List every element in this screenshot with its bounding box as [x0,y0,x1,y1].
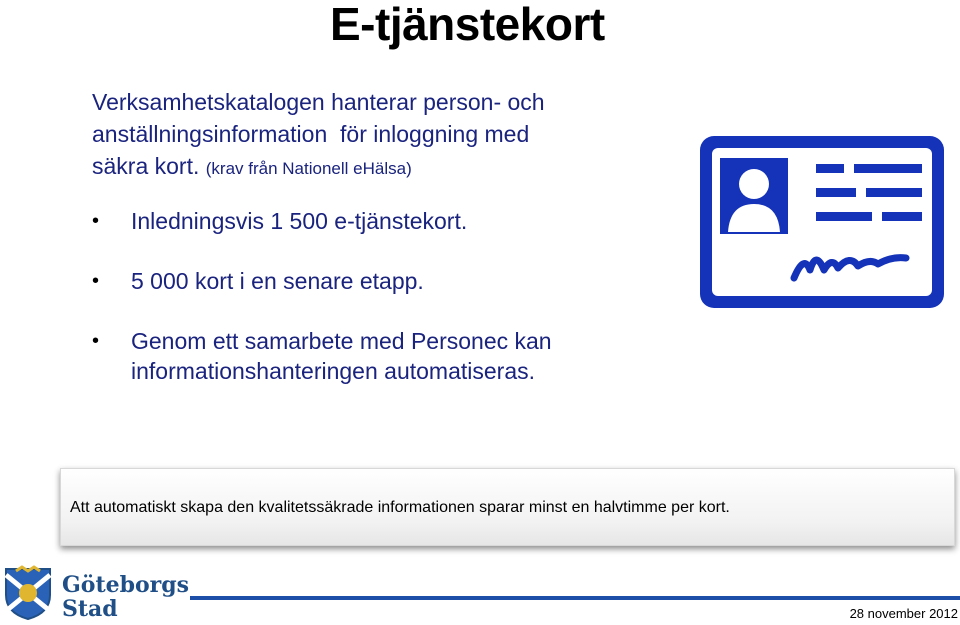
intro-paragraph [92,86,682,185]
logo-wordmark [62,573,189,621]
id-card-icon [692,128,950,314]
logo-line-1: Göteborgs [62,572,190,598]
intro-line-2: anställningsinformation för inloggning med [92,121,530,147]
bullet-dot: • [92,270,100,292]
summary-callout [60,468,955,546]
bullet-item [92,206,672,236]
summary-callout-text: Att automatiskt skapa den kvalitetssäkrade informationen sparar minst en halvtimme per kort. [70,499,730,516]
bullet-text: 5 000 kort i en senare etapp. [131,268,424,294]
goteborgs-stad-logo [0,565,200,625]
intro-line-3-wrap [92,150,682,185]
intro-line-3: säkra kort. [92,153,200,179]
bullet-item [92,326,672,386]
intro-note: (krav från Nationell eHälsa) [205,159,412,178]
intro-line-1: Verksamhetskatalogen hanterar person- och [92,89,545,115]
bullet-text: Genom ett samarbete med Personec kan informationshanteringen automatiseras. [131,328,552,384]
bullet-item [92,266,672,296]
bullet-dot: • [92,330,100,352]
id-card-icon-graphic [692,128,950,314]
bullet-list [92,206,672,416]
bullet-dot: • [92,210,100,232]
footer-divider [190,596,960,600]
logo-line-2: Stad [62,596,118,622]
city-crest-icon [2,565,54,621]
slide-title: E-tjänstekort [330,0,605,50]
bullet-text: Inledningsvis 1 500 e-tjänstekort. [131,208,468,234]
footer-date: 28 november 2012 [849,606,958,621]
